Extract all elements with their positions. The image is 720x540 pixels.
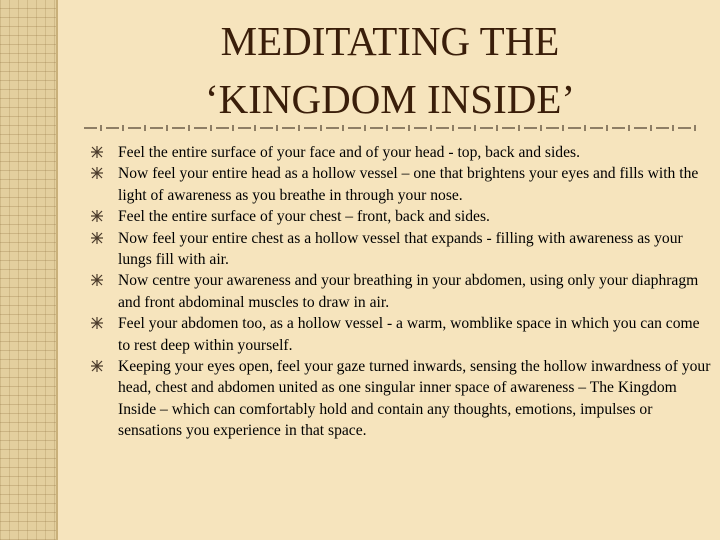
list-item (90, 163, 712, 206)
slide-title (60, 12, 720, 128)
list-item (90, 313, 712, 356)
snowflake-cross-icon (90, 209, 104, 223)
snowflake-cross-icon (90, 231, 104, 245)
bullet-text: Now centre your awareness and your breathing in your abdomen, using only your diaphragm and front abdominal muscles to draw in air. (118, 272, 699, 311)
textured-side-stripe (0, 0, 56, 540)
snowflake-cross-icon (90, 316, 104, 330)
bullet-text: Now feel your entire chest as a hollow vessel that expands - filling with awareness as your lungs fill with air. (118, 229, 683, 269)
list-item (90, 356, 712, 442)
stripe-edge (56, 0, 58, 540)
bullet-text: Feel the entire surface of your face and of your head - top, back and sides. (118, 144, 580, 161)
snowflake-cross-icon (90, 273, 104, 287)
list-item (90, 228, 712, 271)
snowflake-cross-icon (90, 359, 104, 373)
bullet-text: Now feel your entire head as a hollow vessel – one that brightens your eyes and fills with the light of awareness as you breathe in through your nose. (118, 165, 699, 204)
list-item (90, 206, 712, 227)
bullet-text: Feel your abdomen too, as a hollow vessel - a warm, womblike space in which you can come to rest deep within yourself. (118, 315, 700, 354)
divider-ornament (84, 123, 700, 133)
snowflake-cross-icon (90, 166, 104, 180)
title-line-2: ‘KINGDOM INSIDE’ (204, 76, 576, 122)
bullet-list (90, 142, 712, 442)
list-item (90, 270, 712, 313)
list-item (90, 142, 712, 163)
bullet-text: Feel the entire surface of your chest – front, back and sides. (118, 208, 490, 226)
snowflake-cross-icon (90, 145, 104, 159)
title-line-1: MEDITATING THE (220, 18, 560, 64)
bullet-text: Keeping your eyes open, feel your gaze turned inwards, sensing the hollow inwardness of your head, chest and abdomen united as one singular inner space of awareness – The Kingdom Inside – which can comfortably hold and contain any thoughts, emotions, impulses or sensations you experience in that space. (118, 358, 711, 440)
